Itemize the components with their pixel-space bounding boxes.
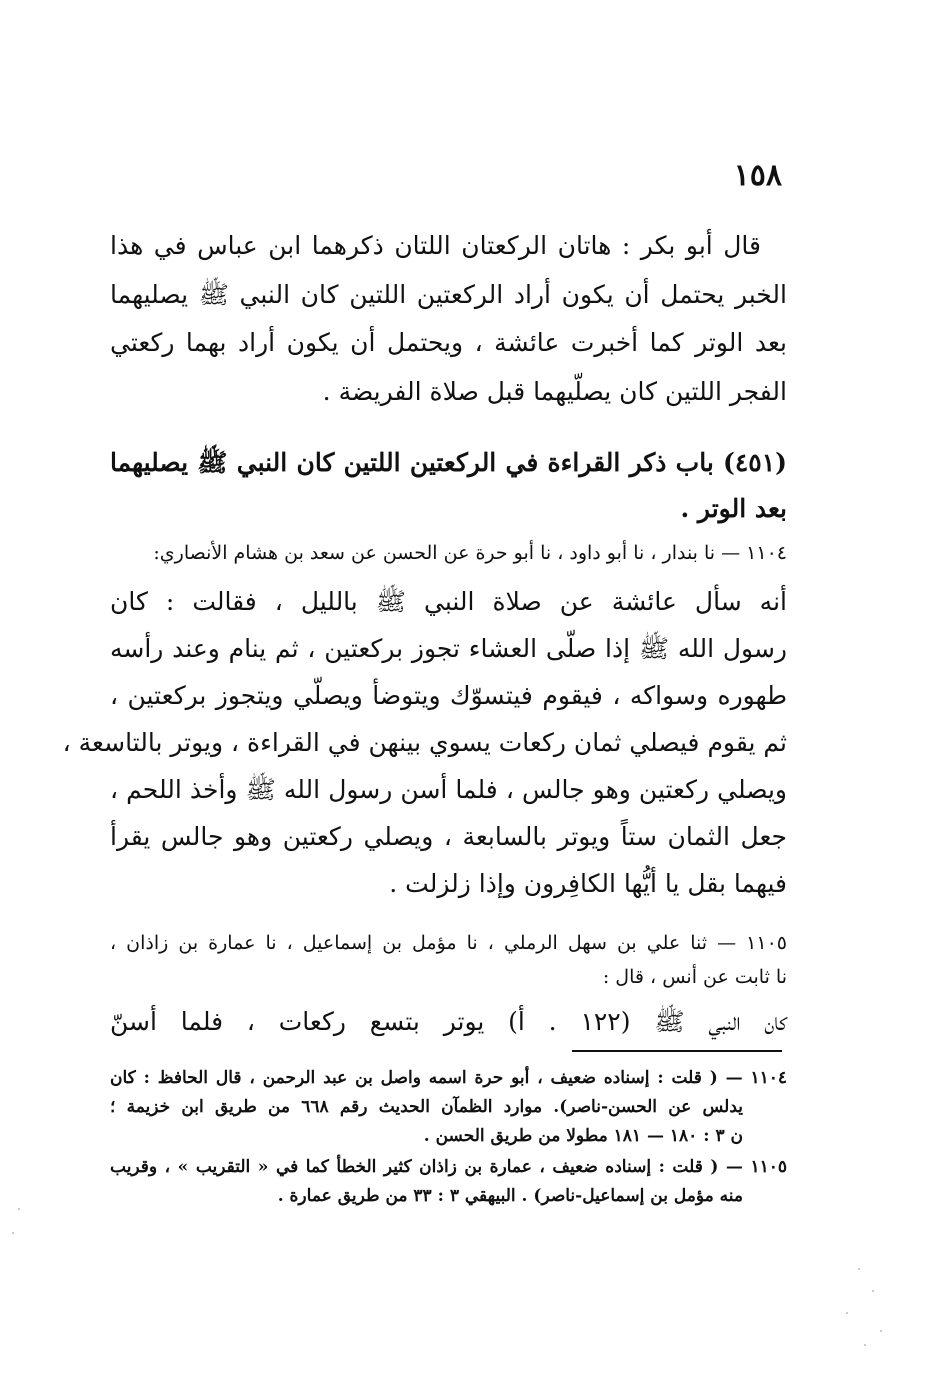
chapter-heading-line: (٤٥١) باب ذكر القراءة في الركعتين اللتين كان النبي ﷺ يصليهما	[110, 448, 787, 477]
intro-paragraph	[110, 222, 787, 416]
footnote-line: يدلس عن الحسن-ناصر). موارد الظمآن الحديث رقم ٦٦٨ من طريق ابن خزيمة ؛	[110, 1097, 743, 1117]
matn-line: ثم يقوم فيصلي ثمان ركعات يسوي بينهن في القراءة ، ويوتر بالتاسعة ،	[62, 728, 787, 757]
chapter-heading-line: بعد الوتر .	[680, 494, 787, 523]
hadith-1104-isnad	[110, 536, 787, 570]
scan-speck	[12, 1232, 14, 1234]
intro-line: الفجر اللتين كان يصلّيهما قبل صلاة الفريضة .	[322, 376, 787, 406]
matn-line: رسول الله ﷺ إذا صلّى العشاء تجوز بركعتين ، ثم ينام وعند رأسه	[110, 634, 787, 663]
matn-line: جعل الثمان ستاً ويوتر بالسابعة ، ويصلي ركعتين وهو جالس يقرأ	[110, 822, 787, 851]
matn-line: كان النبي ﷺ (١٢٢ . أ) يوتر بتسع ركعات ، فلما أسنّ	[110, 1007, 787, 1036]
hadith-1104-matn	[62, 578, 787, 907]
isnad-line: ١١٠٥ — ثنا علي بن سهل الرملي ، نا مؤمل بن إسماعيل ، نا عمارة بن زاذان ،	[110, 932, 787, 954]
matn-line: طهوره وسواكه ، فيقوم فيتسوّك ويتوضأ ويصلّي ويتجوز بركعتين ،	[110, 681, 787, 710]
footnote-line: ١١٠٤ — ( قلت : إسناده ضعيف ، أبو حرة اسمه واصل بن عبد الرحمن ، قال الحافظ : كان	[110, 1068, 787, 1088]
scan-speck	[880, 1330, 882, 1332]
hadith-1105-matn	[110, 998, 787, 1045]
chapter-heading	[110, 440, 787, 532]
intro-line: قال أبو بكر : هاتان الركعتان اللتان ذكرهما ابن عباس في هذا	[110, 231, 761, 260]
scan-speck	[858, 1268, 860, 1270]
footnote-line: ن ٣ : ١٨٠ — ١٨١ مطولا من طريق الحسن .	[423, 1126, 743, 1146]
intro-line: الخبر يحتمل أن يكون أراد الركعتين اللتين كان النبي ﷺ يصليهما	[110, 279, 787, 309]
matn-line: ويصلي ركعتين وهو جالس ، فلما أسن رسول الله ﷺ وأخذ اللحم ،	[110, 775, 787, 804]
footnote-line: منه مؤمل بن إسماعيل-ناصر) . البيهقي ٣ : ٣٣ من طريق عمارة .	[277, 1186, 743, 1206]
footnote-separator	[572, 1050, 782, 1052]
matn-line: فيهما بقل يا أيُّها الكافِرون وإذا زلزلت .	[389, 869, 787, 898]
scan-speck	[846, 1312, 848, 1314]
matn-line: أنه سأل عائشة عن صلاة النبي ﷺ بالليل ، فقالت : كان	[110, 587, 787, 616]
hadith-1105-isnad	[110, 926, 787, 994]
footnotes	[110, 1064, 787, 1211]
isnad-line: نا ثابت عن أنس ، قال :	[602, 966, 787, 988]
page-number: ١٥٨	[733, 158, 782, 193]
scan-speck	[872, 1290, 874, 1292]
footnote-line: ١١٠٥ — ( قلت : إسناده ضعيف ، عمارة بن زاذان كثير الخطأ كما في « التقريب » ، وقريب	[110, 1157, 787, 1177]
intro-line: بعد الوتر كما أخبرت عائشة ، ويحتمل أن يكون أراد بهما ركعتي	[110, 328, 787, 357]
isnad-line: ١١٠٤ — نا بندار ، نا أبو داود ، نا أبو حرة عن الحسن عن سعد بن هشام الأنصاري:	[153, 542, 787, 564]
scan-speck	[864, 1344, 866, 1346]
scan-speck	[18, 1208, 20, 1210]
